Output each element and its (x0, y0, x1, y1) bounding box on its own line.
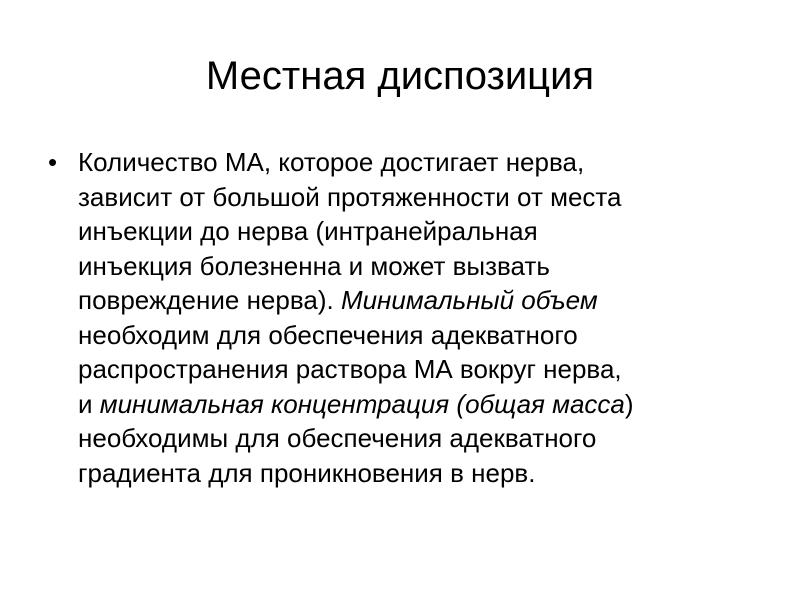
paragraph-line-9: необходимы для обеспечения адекватного (78, 423, 597, 453)
paragraph-line-1: Количество МА, которое достигает нерва, (78, 147, 585, 177)
paragraph-text: повреждение нерва). (78, 285, 341, 315)
bullet-list (44, 145, 754, 490)
paragraph-line-10: градиента для проникновения в нерв. (78, 457, 536, 488)
emphasis-min-concentration: минимальная концентрация (общая масса (99, 388, 625, 419)
paragraph-line-4: инъекция болезненна и может вызвать (78, 250, 550, 281)
bullet-icon: • (48, 147, 58, 177)
paragraph-line-5 (78, 283, 754, 318)
paragraph-line-6: необходим для обеспечения адекватного (78, 319, 578, 350)
paragraph-line-7: распространения раствора МА вокруг нерва, (78, 354, 622, 384)
paragraph-line-2: зависит от большой протяженности от места (78, 181, 622, 212)
bullet-item (44, 145, 754, 490)
paragraph-text: ) (624, 388, 634, 419)
emphasis-min-volume: Минимальный объем (340, 285, 598, 315)
paragraph-line-3: инъекции до нерва (интранейральная (78, 216, 538, 246)
paragraph-line-8 (78, 387, 754, 422)
paragraph-text: и (78, 388, 100, 419)
slide-title: Местная диспозиция (205, 54, 595, 98)
